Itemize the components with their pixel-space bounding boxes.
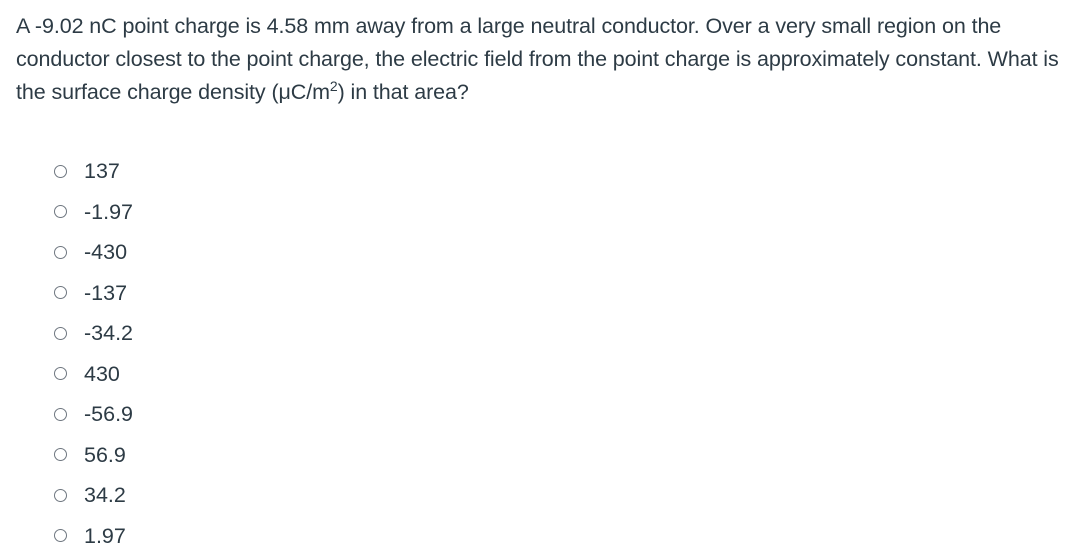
answer-option[interactable]: [54, 435, 133, 476]
radio-button[interactable]: [54, 489, 67, 502]
answer-option-label: -34.2: [84, 320, 133, 346]
radio-button[interactable]: [54, 367, 67, 380]
answer-option-label: 137: [84, 158, 120, 184]
answer-option[interactable]: [54, 313, 133, 354]
answer-option[interactable]: [54, 354, 133, 395]
answer-option-label: -1.97: [84, 199, 133, 225]
answer-option[interactable]: [54, 151, 133, 192]
radio-button[interactable]: [54, 448, 67, 461]
answer-option[interactable]: [54, 475, 133, 516]
answer-option-label: -430: [84, 239, 127, 265]
radio-button[interactable]: [54, 165, 67, 178]
answer-option-label: -137: [84, 280, 127, 306]
radio-button[interactable]: [54, 205, 67, 218]
question-text-main: A -9.02 nC point charge is 4.58 mm away from a large neutral conductor. Over a very small region on the conductor closest to the point charge, the electric field from the point charge is approximately constant. What is the surface charge density (μC/m: [16, 14, 1059, 104]
answer-option[interactable]: [54, 394, 133, 435]
answer-option[interactable]: [54, 232, 133, 273]
radio-button[interactable]: [54, 286, 67, 299]
answer-option-label: -56.9: [84, 401, 133, 427]
question-superscript: 2: [330, 78, 338, 94]
question-text: [16, 10, 1061, 109]
radio-button[interactable]: [54, 408, 67, 421]
radio-button[interactable]: [54, 327, 67, 340]
question-text-end: ) in that area?: [338, 80, 469, 104]
answer-option[interactable]: [54, 192, 133, 233]
answer-option-label: 34.2: [84, 482, 126, 508]
answer-option-label: 430: [84, 361, 120, 387]
radio-button[interactable]: [54, 246, 67, 259]
answer-option-label: 56.9: [84, 442, 126, 468]
answer-option-label: 1.97: [84, 523, 126, 549]
answer-options: [54, 151, 133, 556]
radio-button[interactable]: [54, 529, 67, 542]
answer-option[interactable]: [54, 273, 133, 314]
